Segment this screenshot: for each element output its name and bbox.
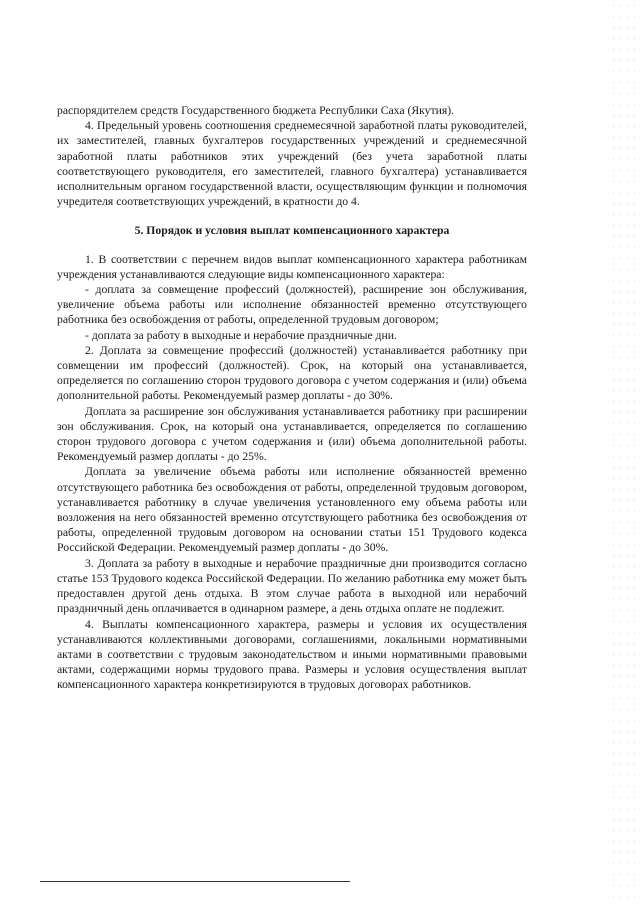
list-item-combination: - доплата за совмещение профессий (должностей), расширение зон обслуживания, увеличение объема работы или исполнение обязанностей временно отсутствующего работника без освобождения от работы, определенной трудовым договором;	[57, 283, 527, 327]
document-body	[57, 103, 527, 693]
paragraph-item-4: 4. Предельный уровень соотношения среднемесячной заработной платы руководителей, их заместителей, главных бухгалтеров государственных учреждений и среднемесячной заработной платы работников этих учреждений (без учета заработной платы соответствующего руководителя, его заместителей, главного бухгалтера) устанавливается исполнительным органом государственной власти, осуществляющим функции и полномочия учредителя соответствующих учреждений, в кратности до 4.	[57, 119, 527, 209]
paragraph-item-1: 1. В соответствии с перечнем видов выплат компенсационного характера работникам учреждения устанавливаются следующие виды компенсационного характера:	[57, 252, 527, 281]
paragraph-item-3: 3. Доплата за работу в выходные и нерабочие праздничные дни производится согласно статье 153 Трудового кодекса Российской Федерации. По желанию работника ему может быть предоставлен другой день отдыха. В этом случае работа в выходной или нерабочий праздничный день оплачивается в одинарном размере, а день отдыха оплате не подлежит.	[57, 556, 527, 616]
paragraph-workload-increase: Доплата за увеличение объема работы или исполнение обязанностей временно отсутствующего работника без освобождения от работы, определенной трудовым договором, устанавливается работнику в случае увеличения установленного ему объема работы или возложения на него обязанностей временно отсутствующего работника без освобождения от работы, определенной трудовым договором на основании статьи 151 Трудового кодекса Российской Федерации. Рекомендуемый размер доплаты - до 30%.	[57, 465, 527, 555]
footer-rule	[40, 881, 350, 882]
paragraph-service-zones: Доплата за расширение зон обслуживания устанавливается работнику при расширении зон обслуживания. Срок, на который она устанавливается, определяется по соглашению сторон трудового договора с учетом содержания и (или) объема дополнительной работы. Рекомендуемый размер доплаты - до 25%.	[57, 404, 527, 464]
scan-noise	[610, 0, 640, 905]
paragraph-item-2: 2. Доплата за совмещение профессий (должностей) устанавливается работнику при совмещении им профессий (должностей). Срок, на который она устанавливается, определяется по соглашению сторон трудового договора с учетом содержания и (или) объема дополнительной работы. Рекомендуемый размер доплаты - до 30%.	[57, 343, 527, 403]
list-item-weekend: - доплата за работу в выходные и нерабочие праздничные дни.	[85, 328, 397, 342]
paragraph-item-4b: 4. Выплаты компенсационного характера, размеры и условия их осуществления устанавливаются коллективными договорами, соглашениями, локальными нормативными актами в соответствии с трудовым законодательством и иными нормативными правовыми актами, содержащими нормы трудового права. Размеры и условия осуществления выплат компенсационного характера конкретизируются в трудовых договорах работников.	[57, 617, 527, 692]
section-heading: 5. Порядок и условия выплат компенсационного характера	[134, 224, 450, 238]
paragraph-continuation: распорядителем средств Государственного бюджета Республики Саха (Якутия).	[57, 104, 455, 117]
